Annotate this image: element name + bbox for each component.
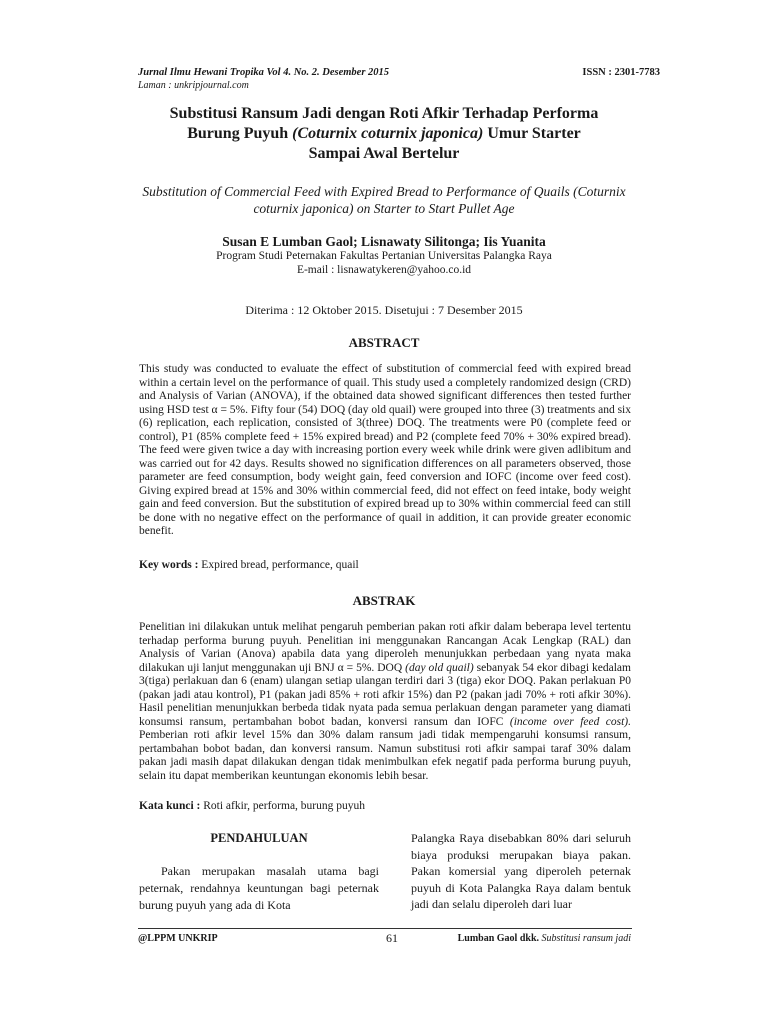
running-author: Lumban Gaol dkk. [457, 933, 540, 944]
affiliation-block [130, 249, 638, 277]
author-email: E-mail : lisnawatykeren@yahoo.co.id [296, 264, 472, 276]
abstract-heading: ABSTRACT [348, 335, 420, 350]
running-title: Substitusi ransum jadi [539, 933, 631, 944]
abstrak-italic-1: (day old quail) [405, 661, 474, 674]
title-line-2-pre: Burung Puyuh [187, 125, 293, 142]
intro-right-column: Palangka Raya disebabkan 80% dari seluruh biaya produksi merupakan biaya pakan. Pakan komersial yang diperoleh peternak puyuh di Kota Palangka Raya dalam bentuk jadi dan selalu diperoleh dari luar [411, 831, 631, 911]
abstrak-italic-2: (income over feed cost). [509, 715, 631, 728]
running-header [458, 933, 631, 944]
title-line-3: Sampai Awal Bertelur [308, 145, 460, 162]
affiliation: Program Studi Peternakan Fakultas Pertanian Universitas Palangka Raya [216, 250, 552, 262]
abstract-keywords [139, 559, 631, 571]
journal-website: Laman : unkripjournal.com [138, 80, 249, 91]
issn-number: ISSN : 2301-7783 [582, 67, 660, 78]
abstract-text: This study was conducted to evaluate the effect of substitution of commercial feed with expired bread within a certain level on the performance of quail. This study used a completely randomized design (CRD) and Analysis of Varian (ANOVA), if the obtained data showed significant differences then tested further using HSD test α = 5%. Fifty four (54) DOQ (day old quail) were grouped into three (3) treatments and six (6) replication, each replication, consisted of 3(three) DOQ. The treatments were P0 (complete feed or control), P1 (85% complete feed + 15% expired bread) and P2 (complete feed 70% + 30% expired bread). The feed were given twice a day with increasing portion every week while drink were given adlibitum and was carried out for 42 days. Results showed no signification differences on all parameters observed, those parameter are feed consumption, body weight gain, feed conversion and IOFC (income over feed cost). Giving expired bread at 15% and 30% within commercial feed, did not effect on feed intake, body weight gain and feed conversion. But the substitution of expired bread up to 30% within commercial feed can still be done with no negative effect on the performance of quail in addition, it can provide greater economic benefit. [139, 363, 631, 537]
abstrak-text-part-2: sebanyak 54 ekor dibagi kedalam 3(tiga) perlakuan dan 6 (enam) ulangan setiap ulangan terdiri dari 3 (tiga) ekor DOQ. Pakan perlakuan P0 (pakan jadi atau kontrol), P1 (pakan jadi 85% + roti afkir 15%) dan P2 (pakan jadi 70% + roti afkir 30%). Hasil penelitian menunjukkan berbeda tidak nyata pada semua perlakuan dengan parameter yang diamati konsumsi ransum, pertambahan bobot badan, konversi ransum dan IOFC [139, 661, 631, 728]
title-line-2-post: Umur Starter [483, 125, 581, 142]
abstrak-text-part-1: Penelitian ini dilakukan untuk melihat pengaruh pemberian pakan roti afkir dalam beberapa level tertentu terhadap performa burung puyuh. Penelitian ini menggunakan Rancangan Acak Lengkap (RAL) dan Analysis of Varian (Anova) apabila data yang diperoleh menunjukkan perbedaan yang nyata maka dilakukan uji lanjut menggunakan uji BNJ α = 5%. DOQ [139, 621, 631, 674]
intro-left-column: Pakan merupakan masalah utama bagi peternak, rendahnya keuntungan bagi peternak burung puyuh yang ada di Kota [139, 864, 379, 912]
article-title [130, 104, 638, 164]
title-species: (Coturnix coturnix japonica) [292, 125, 484, 142]
footer-publisher: @LPPM UNKRIP [138, 933, 218, 944]
author-list: Susan E Lumban Gaol; Lisnawaty Silitonga; Iis Yuanita [222, 234, 546, 249]
abstrak-keywords [139, 800, 631, 812]
keywords-label: Key words : [139, 559, 199, 571]
footer-divider [138, 928, 632, 929]
kata-kunci-value: Roti afkir, performa, burung puyuh [200, 800, 365, 812]
intro-heading: PENDAHULUAN [210, 831, 308, 845]
abstrak-text [139, 621, 631, 783]
english-title: Substitution of Commercial Feed with Expired Bread to Performance of Quails (Coturnix coturnix japonica) on Starter to Start Pullet Age [142, 184, 626, 216]
keywords-value: Expired bread, performance, quail [198, 559, 359, 571]
abstrak-text-part-3: Pemberian roti afkir level 15% dan 30% dalam ransum jadi tidak mempengaruhi konsumsi ransum, pertambahan bobot badan, dan konversi ransum. Namun substitusi roti afkir sampai taraf 30% dalam pakan jadi masih dapat dilakukan dengan tidak menimbulkan efek negatif pada performa burung puyuh, selain itu dapat memberikan keuntungan ekonomis lebih besar. [139, 729, 631, 782]
submission-dates: Diterima : 12 Oktober 2015. Disetujui : 7 Desember 2015 [245, 303, 523, 317]
abstrak-heading: ABSTRAK [352, 593, 416, 608]
kata-kunci-label: Kata kunci : [139, 800, 201, 812]
title-line-1: Substitusi Ransum Jadi dengan Roti Afkir Terhadap Performa [169, 105, 599, 122]
journal-citation: Jurnal Ilmu Hewani Tropika Vol 4. No. 2. Desember 2015 [138, 67, 390, 78]
page-number: 61 [386, 931, 398, 945]
